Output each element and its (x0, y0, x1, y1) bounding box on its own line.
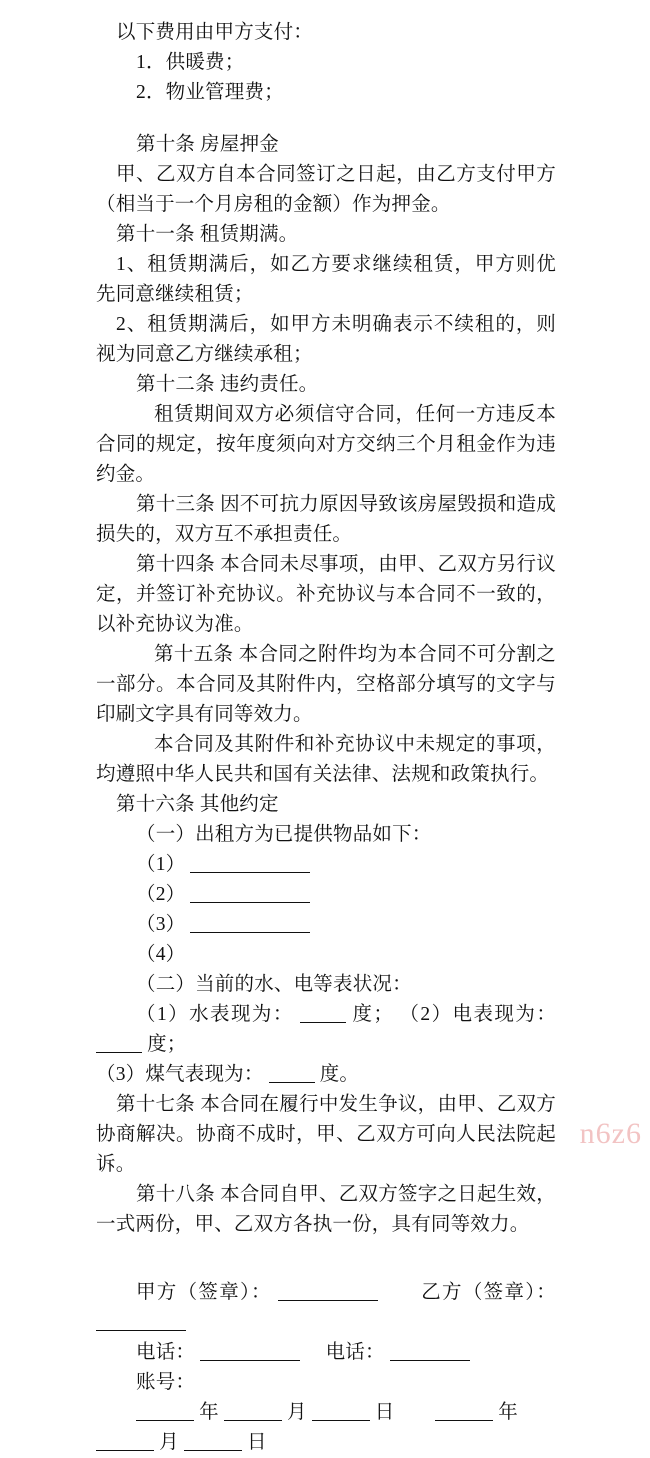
date-a-day-blank[interactable] (312, 1402, 370, 1421)
provided-item-2 (96, 880, 556, 910)
article-13: 第十三条 因不可抗力原因导致该房屋毁损和造成损失的，双方互不承担责任。 (96, 494, 556, 545)
article-11-item-2: 2、租赁期满后，如甲方未明确表示不续租的，则视为同意乙方继续承租； (96, 314, 556, 365)
article-15: 第十五条 本合同之附件均为本合同不可分割之一部分。本合同及其附件内，空格部分填写的文字与印刷文字具有同等效力。 (96, 644, 556, 725)
article-16-sub-2: （二）当前的水、电等表状况： (136, 974, 412, 995)
contract-body (96, 18, 556, 1458)
watermark: n6z6 (579, 1117, 642, 1150)
meter-line-2 (96, 1060, 556, 1090)
article-11-item-1: 1、租赁期满后，如乙方要求继续租赁，甲方则优先同意继续租赁； (96, 254, 556, 305)
article-11-title: 第十一条 租赁期满。 (116, 224, 299, 245)
article-12-title: 第十二条 违约责任。 (136, 374, 319, 395)
provided-item-3 (96, 910, 556, 940)
article-12-body: 租赁期间双方必须信守合同，任何一方违反本合同的规定，按年度须向对方交纳三个月租金作为违约金。 (96, 404, 556, 485)
article-10-body: 甲、乙双方自本合同签订之日起，由乙方支付甲方（相当于一个月房租的金额）作为押金。 (96, 164, 556, 215)
article-17: 第十七条 本合同在履行中发生争议，由甲、乙双方协商解决。协商不成时，甲、乙双方可向人民法院起诉。 (96, 1094, 556, 1175)
article-16-title: 第十六条 其他约定 (116, 794, 279, 815)
gas-meter-label: （3）煤气表现为： (96, 1064, 264, 1085)
account-label: 账号： (136, 1372, 196, 1393)
date-b-day-blank[interactable] (184, 1432, 242, 1451)
provided-item-3-label: （3） (136, 914, 186, 935)
date-a-month-blank[interactable] (224, 1402, 282, 1421)
provided-item-3-blank[interactable] (190, 914, 310, 933)
article-10-title: 第十条 房屋押金 (136, 134, 279, 155)
gas-meter-blank[interactable] (269, 1064, 315, 1083)
water-meter-label: （1）水表现为： (136, 1004, 294, 1025)
party-b-blank[interactable] (96, 1312, 186, 1331)
article-16-sub-1: （一）出租方为已提供物品如下： (136, 824, 432, 845)
fees-intro: 以下费用由甲方支付： (116, 22, 314, 43)
date-b-year-label: 年 (498, 1402, 518, 1423)
phone-label-b: 电话： (325, 1342, 385, 1363)
meter-line-1 (96, 1000, 556, 1060)
spacer-signature (96, 1240, 556, 1270)
date-b-month-blank[interactable] (96, 1432, 154, 1451)
date-a-day-label: 日 (374, 1402, 395, 1423)
elec-meter-unit: 度； (147, 1034, 187, 1055)
elec-meter-label: （2）电表现为： (399, 1004, 557, 1025)
phone-label-a: 电话： (136, 1342, 196, 1363)
phone-a-blank[interactable] (200, 1342, 300, 1361)
date-a-year-label: 年 (199, 1402, 219, 1423)
date-b-year-blank[interactable] (435, 1402, 493, 1421)
provided-item-4 (96, 940, 556, 970)
provided-item-2-label: （2） (136, 884, 186, 905)
provided-item-1 (96, 850, 556, 880)
provided-item-4-label: （4） (136, 944, 186, 965)
date-b-day-label: 日 (246, 1432, 267, 1453)
date-b-month-label: 月 (159, 1432, 179, 1453)
provided-item-2-blank[interactable] (190, 884, 310, 903)
signature-line-parties (96, 1278, 556, 1338)
party-a-label: 甲方（签章）： (136, 1282, 272, 1303)
provided-item-1-label: （1） (136, 854, 186, 875)
fee-item-1: 1．供暖费； (136, 52, 245, 73)
signature-block (96, 1278, 556, 1458)
water-meter-unit: 度； (352, 1004, 394, 1025)
date-a (136, 1402, 400, 1423)
party-a-blank[interactable] (278, 1282, 378, 1301)
signature-line-account (96, 1368, 556, 1398)
signature-line-phones (96, 1338, 556, 1368)
article-18: 第十八条 本合同自甲、乙双方签字之日起生效，一式两份，甲、乙双方各执一份，具有同等效力。 (96, 1184, 556, 1235)
water-meter-blank[interactable] (300, 1004, 346, 1023)
spacer (96, 108, 556, 130)
gas-meter-unit: 度。 (319, 1064, 360, 1085)
article-14: 第十四条 本合同未尽事项，由甲、乙双方另行议定，并签订补充协议。补充协议与本合同不一致的，以补充协议为准。 (96, 554, 556, 635)
fee-item-2: 2．物业管理费； (136, 82, 284, 103)
article-15-extra: 本合同及其附件和补充协议中未规定的事项，均遵照中华人民共和国有关法律、法规和政策执行。 (96, 734, 556, 785)
date-a-year-blank[interactable] (136, 1402, 194, 1421)
elec-meter-blank[interactable] (96, 1034, 142, 1053)
date-a-month-label: 月 (286, 1402, 307, 1423)
signature-line-dates (96, 1398, 556, 1428)
signature-line-dates-cont (96, 1428, 556, 1458)
phone-b-blank[interactable] (390, 1342, 470, 1361)
provided-item-1-blank[interactable] (190, 854, 310, 873)
party-b-label: 乙方（签章）： (421, 1282, 556, 1303)
date-b-part1 (435, 1402, 518, 1423)
